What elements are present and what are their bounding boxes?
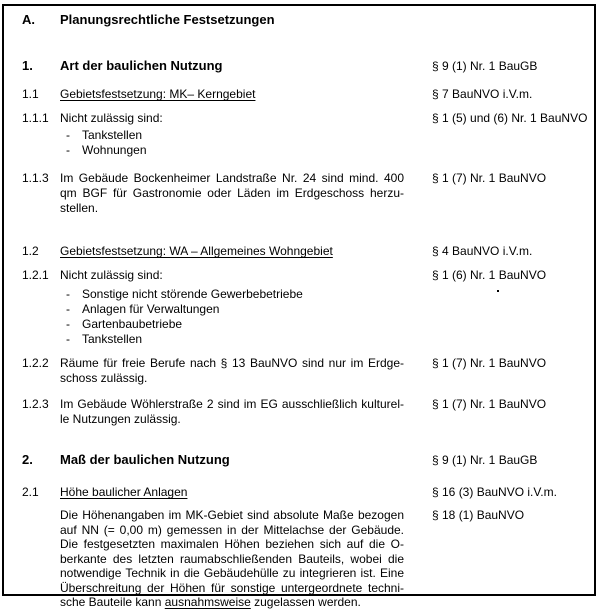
list-item [60, 128, 404, 143]
paragraph-line: sche Bauteile kann ausnahmsweise zugelassen werden. [60, 595, 361, 609]
paragraph-line: Im Gebäude Bockenheimer Landstraße Nr. 24 sind mind. 400 [60, 171, 404, 185]
dash-marker: - [66, 143, 70, 157]
scan-artifact-dot [497, 290, 499, 292]
list-item [60, 143, 404, 158]
document-content [4, 6, 594, 610]
section-number: 1.2 [22, 244, 39, 258]
dash-marker: - [66, 128, 70, 142]
section-number: 1.1.1 [22, 111, 49, 125]
bullet-list [60, 287, 404, 347]
legal-reference: § 1 (6) Nr. 1 BauNVO [432, 268, 547, 282]
page-title: Planungsrechtliche Festsetzungen [60, 12, 275, 27]
section-row-1-1 [22, 86, 594, 102]
section-row-2-1-body [22, 507, 594, 610]
legal-reference: § 4 BauNVO i.V.m. [432, 244, 533, 258]
section-row-1 [22, 58, 594, 74]
list-item-text: Anlagen für Verwaltungen [82, 302, 220, 316]
subsection-title: Gebietsfestsetzung: MK– Kerngebiet [60, 87, 256, 101]
section-number: 1.2.3 [22, 397, 49, 411]
paragraph-line: qm BGF für Gastronomie oder Läden im Erdgeschoss herzu- [60, 186, 404, 200]
paragraph-line: stellen. [60, 201, 99, 215]
subsection-title: Gebietsfestsetzung: WA – Allgemeines Wohngebiet [60, 244, 333, 258]
paragraph-line: Die festgesetzten maximalen Höhen beziehen sich auf die O- [60, 537, 404, 551]
paragraph-line: Im Gebäude Wöhlerstraße 2 sind im EG ausschließlich kulturel- [60, 397, 404, 411]
dash-marker: - [66, 317, 70, 331]
paragraph-line: auf NN (= 0,00 m) gemessen in der Mittelachse der Gebäude. [60, 522, 404, 537]
list-item-text: Wohnungen [82, 143, 147, 157]
legal-reference: § 18 (1) BauNVO [432, 508, 525, 522]
section-paragraph [60, 356, 404, 386]
section-title: Art der baulichen Nutzung [60, 58, 223, 73]
legal-reference: § 9 (1) Nr. 1 BauGB [432, 59, 538, 73]
section-number: 1. [22, 58, 33, 73]
paragraph-line: schoss zulässig. [60, 371, 148, 385]
section-number: 1.1.3 [22, 171, 49, 185]
legal-reference: § 9 (1) Nr. 1 BauGB [432, 453, 538, 467]
section-row-1-1-1 [22, 110, 594, 126]
legal-reference: § 1 (7) Nr. 1 BauNVO [432, 171, 547, 185]
paragraph-line: berkante des letzten raumabschließenden Bauteils, wobei die [60, 551, 404, 566]
paragraph-line: Die Höhenangaben im MK-Gebiet sind absolute Maße bezogen [60, 508, 404, 522]
section-number: 1.1 [22, 87, 39, 101]
section-paragraph [60, 397, 404, 427]
document-heading-row [22, 12, 594, 28]
list-item [60, 302, 404, 317]
paragraph-line: Räume für freie Berufe nach § 13 BauNVO sind nur im Erdge- [60, 356, 404, 370]
section-number: 1.2.1 [22, 268, 49, 282]
subsection-title: Höhe baulicher Anlagen [60, 485, 188, 499]
list-item-text: Tankstellen [82, 332, 143, 346]
paragraph-line: le Nutzungen zulässig. [60, 412, 181, 426]
legal-reference: § 16 (3) BauNVO i.V.m. [432, 485, 557, 499]
section-row-1-2-1 [22, 267, 594, 283]
section-row-2 [22, 452, 594, 468]
legal-reference: § 1 (7) Nr. 1 BauNVO [432, 397, 547, 411]
list-item-text: Tankstellen [82, 128, 143, 142]
list-item-text: Gartenbaubetriebe [82, 317, 183, 331]
section-row-1-1-3 [22, 170, 594, 216]
section-number: 2. [22, 452, 33, 467]
dash-marker: - [66, 302, 70, 316]
list-item [60, 332, 404, 347]
section-number: 2.1 [22, 485, 39, 499]
section-row-1-2 [22, 243, 594, 259]
section-number: 1.2.2 [22, 356, 49, 370]
list-item [60, 317, 404, 332]
paragraph-line: Überschreitung der Höhen für sonstige untergeordnete techni- [60, 580, 404, 595]
list-item [60, 287, 404, 302]
dash-marker: - [66, 287, 70, 301]
bullet-list [60, 128, 404, 158]
section-text: Nicht zulässig sind: [60, 111, 163, 125]
emphasized-word: ausnahmsweise [164, 595, 251, 609]
heading-number: A. [22, 12, 35, 27]
bullet-list-row [22, 128, 594, 158]
legal-reference: § 7 BauNVO i.V.m. [432, 87, 533, 101]
section-paragraph [60, 508, 404, 610]
page-frame [2, 4, 596, 609]
section-text: Nicht zulässig sind: [60, 268, 163, 282]
paragraph-line: notwendige Technik in die Gebäudehülle zu integrieren ist. Eine [60, 566, 404, 580]
section-row-1-2-2 [22, 355, 594, 386]
legal-reference: § 1 (5) und (6) Nr. 1 BauNVO [432, 111, 588, 125]
list-item-text: Sonstige nicht störende Gewerbebetriebe [82, 287, 303, 301]
section-row-2-1 [22, 484, 594, 500]
dash-marker: - [66, 332, 70, 346]
bullet-list-row [22, 287, 594, 347]
legal-reference: § 1 (7) Nr. 1 BauNVO [432, 356, 547, 370]
section-row-1-2-3 [22, 396, 594, 427]
section-title: Maß der baulichen Nutzung [60, 452, 230, 467]
section-paragraph [60, 171, 404, 216]
